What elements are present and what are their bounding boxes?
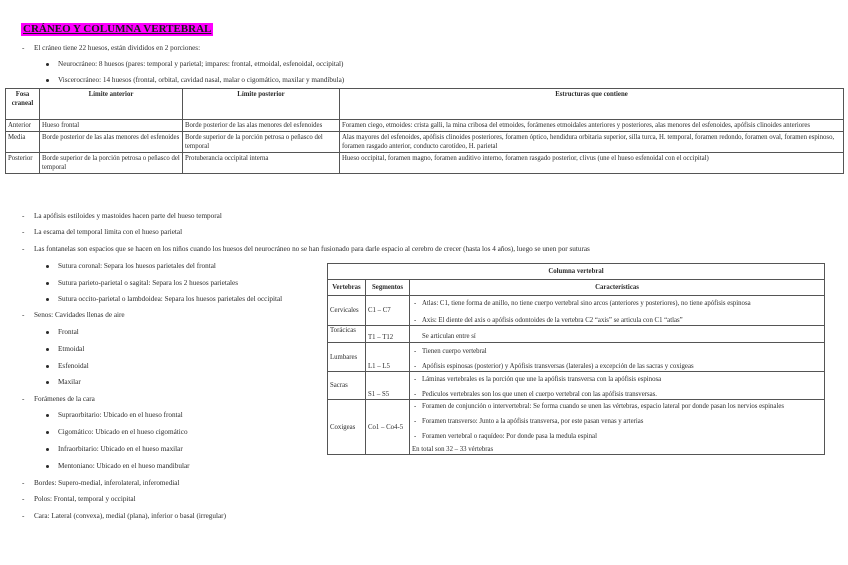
table-row [6, 120, 844, 132]
table-row [328, 326, 825, 343]
header-fosa: Fosa craneal [6, 89, 40, 120]
note-fontanelas: - Las fontanelas son espacios que se hacen en los niños cuando los huesos del neurocráneo no se han fusionado para darle espacio al cerebro de crecer (hasta los 4 años), luego se unen por suturas [34, 245, 590, 254]
note-polos: - Polos: Frontal, temporal y occipital [34, 495, 136, 504]
header-limite-anterior: Límite anterior [40, 89, 183, 120]
page-title: CRÁNEO Y COLUMNA VERTEBRAL [23, 23, 212, 35]
list-item: - Foramen vertebral o raquídeo: Por donde pasa la medula espinal [412, 432, 822, 441]
cell [410, 296, 825, 326]
list-item: - Foramen de conjunción o intervertebral: Se forma cuando se unen las vértebras, espacio lateral por donde pasan los nervios espinales [412, 402, 822, 411]
table-header-row [328, 280, 825, 296]
sutura-item: Sutura parieto-parietal o sagital: Separa los 2 huesos parietales [58, 279, 239, 287]
cell: Foramen ciego, etmoides: crista galli, la mina cribosa del etmoides, forámenes etmoidales anteriores y posteriores, alas menores del esfenoides, apófisis clinoides anteriores [340, 120, 844, 132]
header-limite-posterior: Límite posterior [183, 89, 340, 120]
table-row [6, 132, 844, 153]
cell: Alas mayores del esfenoides, apófisis clinoides posteriores, foramen óptico, hendidura orbitaria superior, silla turca, H. temporal, foramen redondo, foramen oval, foramen espinoso, foramen rasgado anterior, conducto carotídeo, H. parietal [340, 132, 844, 153]
cell: L1 – L5 [366, 343, 410, 372]
cell: Co1 – Co4-5 [366, 400, 410, 455]
cell: Borde superior de la porción petrosa o peñasco del temporal [40, 153, 183, 174]
table-row [328, 343, 825, 372]
cell: Torácicas [328, 326, 366, 343]
cell: C1 – C7 [366, 296, 410, 326]
viscerocraneo-item: Viscerocráneo: 14 huesos (frontal, orbital, cavidad nasal, malar o cigomático, maxilar y mandíbula) [58, 76, 345, 84]
seno-item: Esfenoidal [58, 362, 89, 370]
foramen-item: Cigomático: Ubicado en el hueso cigomático [58, 428, 188, 436]
foramen-item: Mentoniano: Ubicado en el hueso mandibular [58, 462, 190, 470]
cell: Borde superior de la porción petrosa o peñasco del temporal [183, 132, 340, 153]
fosa-craneal-table [5, 88, 844, 174]
note-apofisis: - La apófisis estiloides y mastoides hacen parte del hueso temporal [34, 212, 222, 221]
cell [410, 372, 825, 400]
columna-vertebral-table [327, 263, 825, 455]
cell: T1 – T12 [366, 326, 410, 343]
table-title: Columna vertebral [328, 264, 825, 280]
cell: Hueso frontal [40, 120, 183, 132]
cell [410, 343, 825, 372]
note-cara: - Cara: Lateral (convexa), medial (plana), inferior o basal (irregular) [34, 512, 226, 521]
note-bordes: - Bordes: Supero-medial, inferolateral, inferomedial [34, 479, 180, 488]
sutura-item: Sutura occito-parietal o lambdoidea: Separa los huesos parietales del occipital [58, 295, 283, 303]
table-row [328, 296, 825, 326]
table-row [328, 372, 825, 400]
cell: Borde posterior de las alas menores del esfenoides [40, 132, 183, 153]
cell: Anterior [6, 120, 40, 132]
seno-item: Etmoidal [58, 345, 85, 353]
list-item: - Láminas vertebrales es la porción que une la apófisis transversa con la apófisis espinosa [412, 375, 822, 384]
intro-line: - El cráneo tiene 22 huesos, están divididos en 2 porciones: [34, 44, 200, 53]
note-senos: - Senos: Cavidades llenas de aire [34, 311, 125, 320]
cell: Borde posterior de las alas menores del esfenoides [183, 120, 340, 132]
foramen-item: Infraorbitario: Ubicado en el hueso maxilar [58, 445, 183, 453]
neurocraneo-item: Neurocráneo: 8 huesos (pares: temporal y parietal; impares: frontal, etmoidal, esfenoidal, occipital) [58, 60, 344, 68]
cell: Cervicales [328, 296, 366, 326]
note-escama: - La escama del temporal limita con el hueso parietal [34, 228, 182, 237]
seno-item: Frontal [58, 328, 79, 336]
header-vertebras: Vertebras [328, 280, 366, 296]
list-item: - Apófisis espinosas (posterior) y Apófisis transversas (laterales) a excepción de las sacras y coxigeas [412, 362, 822, 371]
list-item: - Pediculos vertebrales son los que unen el cuerpo vertebral con las apófisis transversas. [412, 390, 822, 399]
table-row [6, 153, 844, 174]
seno-item: Maxilar [58, 378, 81, 386]
list-item: - Atlas: C1, tiene forma de anillo, no tiene cuerpo vertebral sino arcos (anteriores y posteriores), no tiene apófisis espinosa [412, 299, 822, 308]
header-estructuras: Estructuras que contiene [340, 89, 844, 120]
cell: Media [6, 132, 40, 153]
cell: Hueso occipital, foramen magno, foramen auditivo interno, foramen rasgado posterior, clivus (une el hueso esfenoidal con el occipital) [340, 153, 844, 174]
table-title-row [328, 264, 825, 280]
cell: Protuberancia occipital interna [183, 153, 340, 174]
table-header-row [6, 89, 844, 120]
foramen-item: Supraorbitario: Ubicado en el hueso frontal [58, 411, 183, 419]
cell: Sacras [328, 372, 366, 400]
header-segmentos: Segmentos [366, 280, 410, 296]
cell [410, 400, 825, 455]
cell: Lumbares [328, 343, 366, 372]
total-vertebras: En total son 32 – 33 vértebras [412, 446, 494, 453]
cell: S1 – S5 [366, 372, 410, 400]
note-foramenes: - Forámenes de la cara [34, 395, 95, 404]
table-row [328, 400, 825, 455]
header-caracteristicas: Características [410, 280, 825, 296]
list-item: - Tienen cuerpo vertebral [412, 347, 822, 356]
cell [410, 326, 825, 343]
cell: Posterior [6, 153, 40, 174]
cell: Coxigeas [328, 400, 366, 455]
list-item: Se articulan entre sí [422, 333, 476, 340]
list-item: - Axis: El diente del axis o apófisis odontoides de la vertebra C2 “axis” se articula con C1 “atlas” [412, 316, 822, 325]
sutura-item: Sutura coronal: Separa los huesos parietales del frontal [58, 262, 216, 270]
list-item: - Foramen transverso: Junto a la apófisis transversa, por este pasan venas y arterias [412, 417, 822, 426]
